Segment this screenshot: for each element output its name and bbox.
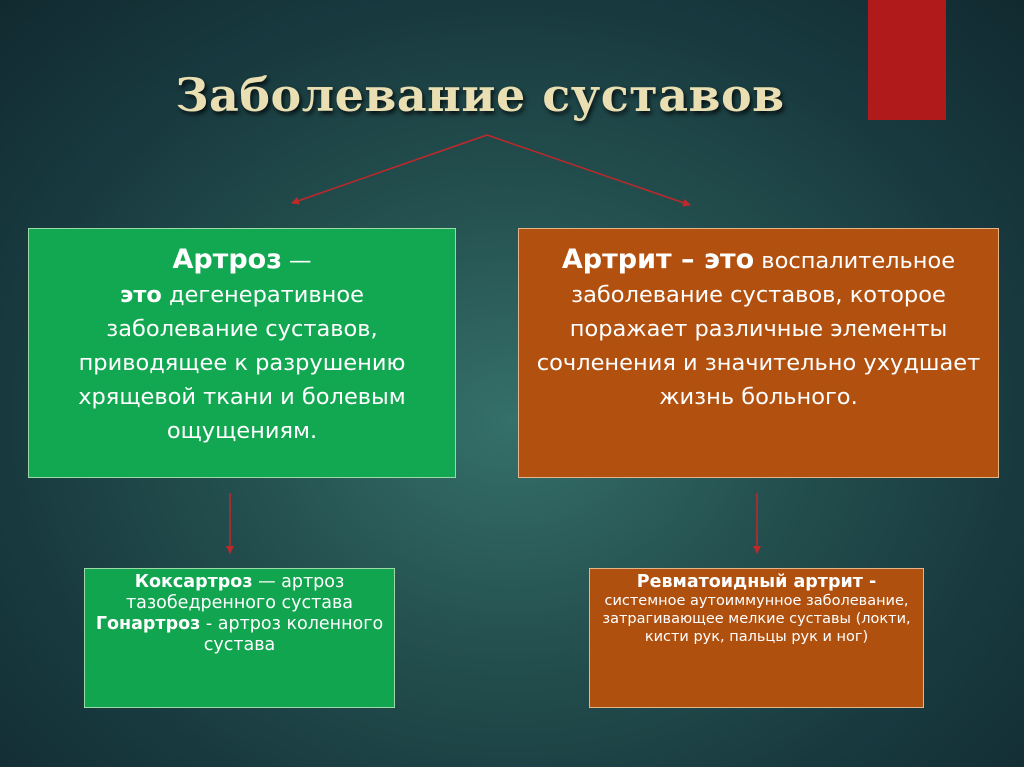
gonartroz-definition: - артроз коленного сустава: [200, 614, 384, 655]
artroz-dash: —: [281, 248, 312, 274]
page-title: Заболевание суставов: [175, 68, 785, 122]
rheumatoid-definition: системное аутоиммунное заболевание, затрагивающее мелкие суставы (локти, кисти рук, пальцы рук и ног): [602, 593, 911, 645]
rheumatoid-term: Ревматоидный артрит -: [636, 572, 877, 592]
gonartroz-term: Гонартроз: [95, 614, 201, 634]
artroz-term: Артроз: [172, 244, 282, 275]
arrow-to-artroz: [292, 135, 487, 203]
artroz-eto: это: [120, 282, 162, 308]
arrow-to-artrit: [487, 135, 690, 205]
koksartroz-term: Коксартроз: [134, 572, 253, 592]
koksartroz-box: [84, 568, 395, 708]
rheumatoid-box: [589, 568, 924, 708]
artrit-box: [518, 228, 999, 478]
koksartroz-definition: — артроз тазобедренного сустава: [125, 572, 354, 613]
artroz-box: [28, 228, 456, 478]
artrit-definition: воспалительное заболевание суставов, которое поражает различные элементы сочленения и значительно ухудшает жизнь больного.: [536, 248, 981, 410]
artrit-term: Артрит – это: [561, 244, 755, 275]
artroz-definition: дегенеративное заболевание суставов, приводящее к разрушению хрящевой ткани и болевым ощущениям.: [78, 282, 406, 444]
